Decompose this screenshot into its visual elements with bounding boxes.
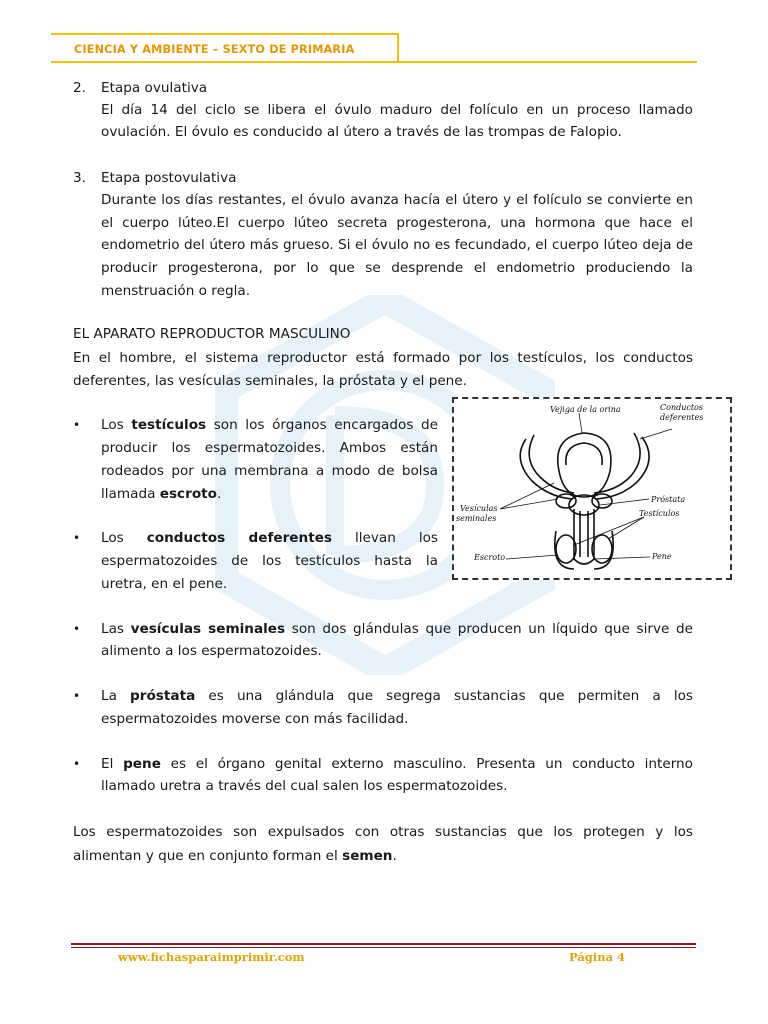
footer-rule bbox=[71, 943, 696, 945]
bullet-dot: • bbox=[73, 757, 81, 771]
closing-line: Los espermatozoides son expulsados con otras sustancias que los protegen y los bbox=[73, 824, 693, 840]
stage-number: 3. bbox=[73, 170, 86, 186]
label-scrotum: Escroto bbox=[474, 553, 506, 562]
header-title: CIENCIA Y AMBIENTE – SEXTO DE PRIMARIA bbox=[74, 43, 355, 56]
bullet-line: producir los espermatozoides. Ambos están bbox=[101, 440, 438, 456]
bullet-line: llamada escroto. bbox=[101, 486, 222, 502]
stage-line: endometrio del útero más grueso. Si el óvulo no es fecundado, el cuerpo lúteo deja de bbox=[101, 237, 693, 253]
footer-rule bbox=[71, 947, 696, 948]
bullet-dot: • bbox=[73, 689, 81, 703]
intro-line: deferentes, las vesículas seminales, la próstata y el pene. bbox=[73, 373, 467, 389]
footer-page-number: Página 4 bbox=[569, 950, 626, 964]
stage-line: Durante los días restantes, el óvulo avanza hacía el útero y el folículo se convierte en bbox=[101, 192, 693, 208]
bullet-line: espermatozoides de los testículos hasta la bbox=[101, 553, 438, 569]
label-testicles: Testículos bbox=[639, 509, 680, 518]
bullet-line: Los testículos son los órganos encargados de bbox=[101, 417, 438, 433]
stage-title: Etapa ovulativa bbox=[101, 80, 208, 96]
bullet-line: alimento a los espermatozoides. bbox=[101, 643, 322, 659]
bullet-line: El pene es el órgano genital externo masculino. Presenta un conducto interno bbox=[101, 756, 693, 772]
bullet-line: Los conductos deferentes llevan los bbox=[101, 530, 438, 546]
reproductive-diagram bbox=[452, 397, 732, 580]
label-bladder: Vejiga de la orina bbox=[550, 405, 621, 414]
bullet-line: llamado uretra a través del cual salen los espermatozoides. bbox=[101, 778, 508, 794]
stage-line: El día 14 del ciclo se libera el óvulo maduro del folículo en un proceso llamado bbox=[101, 102, 693, 118]
label-prostate: Próstata bbox=[651, 495, 686, 504]
stage-line: el cuerpo lúteo.El cuerpo lúteo secreta progesterona, una hormona que hace el bbox=[101, 215, 693, 231]
stage-line: ovulación. El óvulo es conducido al útero a través de las trompas de Falopio. bbox=[101, 124, 622, 140]
intro-line: En el hombre, el sistema reproductor está formado por los testículos, los conductos bbox=[73, 350, 693, 366]
label-seminal-vesicles: seminales bbox=[456, 514, 497, 523]
bullet-line: rodeados por una membrana a modo de bolsa bbox=[101, 463, 438, 479]
label-seminal-vesicles: Vesículas bbox=[460, 504, 498, 513]
footer-website-link[interactable]: www.fichasparaimprimir.com bbox=[118, 950, 305, 964]
label-vas-deferens: Conductos bbox=[660, 403, 703, 412]
bullet-line: espermatozoides moverse con más facilidad. bbox=[101, 711, 409, 727]
label-vas-deferens: deferentes bbox=[660, 413, 704, 422]
stage-line: menstruación o regla. bbox=[101, 283, 251, 299]
header-rule bbox=[51, 61, 697, 63]
bullet-dot: • bbox=[73, 418, 81, 432]
bullet-line: uretra, en el pene. bbox=[101, 576, 228, 592]
closing-line: alimentan y que en conjunto forman el semen. bbox=[73, 848, 397, 864]
stage-line: producir progesterona, por lo que se desprende el endometrio produciendo la bbox=[101, 260, 693, 276]
section-title: EL APARATO REPRODUCTOR MASCULINO bbox=[73, 326, 351, 342]
label-penis: Pene bbox=[652, 552, 672, 561]
bullet-dot: • bbox=[73, 622, 81, 636]
stage-number: 2. bbox=[73, 80, 86, 96]
bullet-line: La próstata es una glándula que segrega sustancias que permiten a los bbox=[101, 688, 693, 704]
bullet-line: Las vesículas seminales son dos glándulas que producen un líquido que sirve de bbox=[101, 621, 693, 637]
stage-title: Etapa postovulativa bbox=[101, 170, 237, 186]
bullet-dot: • bbox=[73, 531, 81, 545]
diagram-drawing bbox=[454, 399, 730, 578]
